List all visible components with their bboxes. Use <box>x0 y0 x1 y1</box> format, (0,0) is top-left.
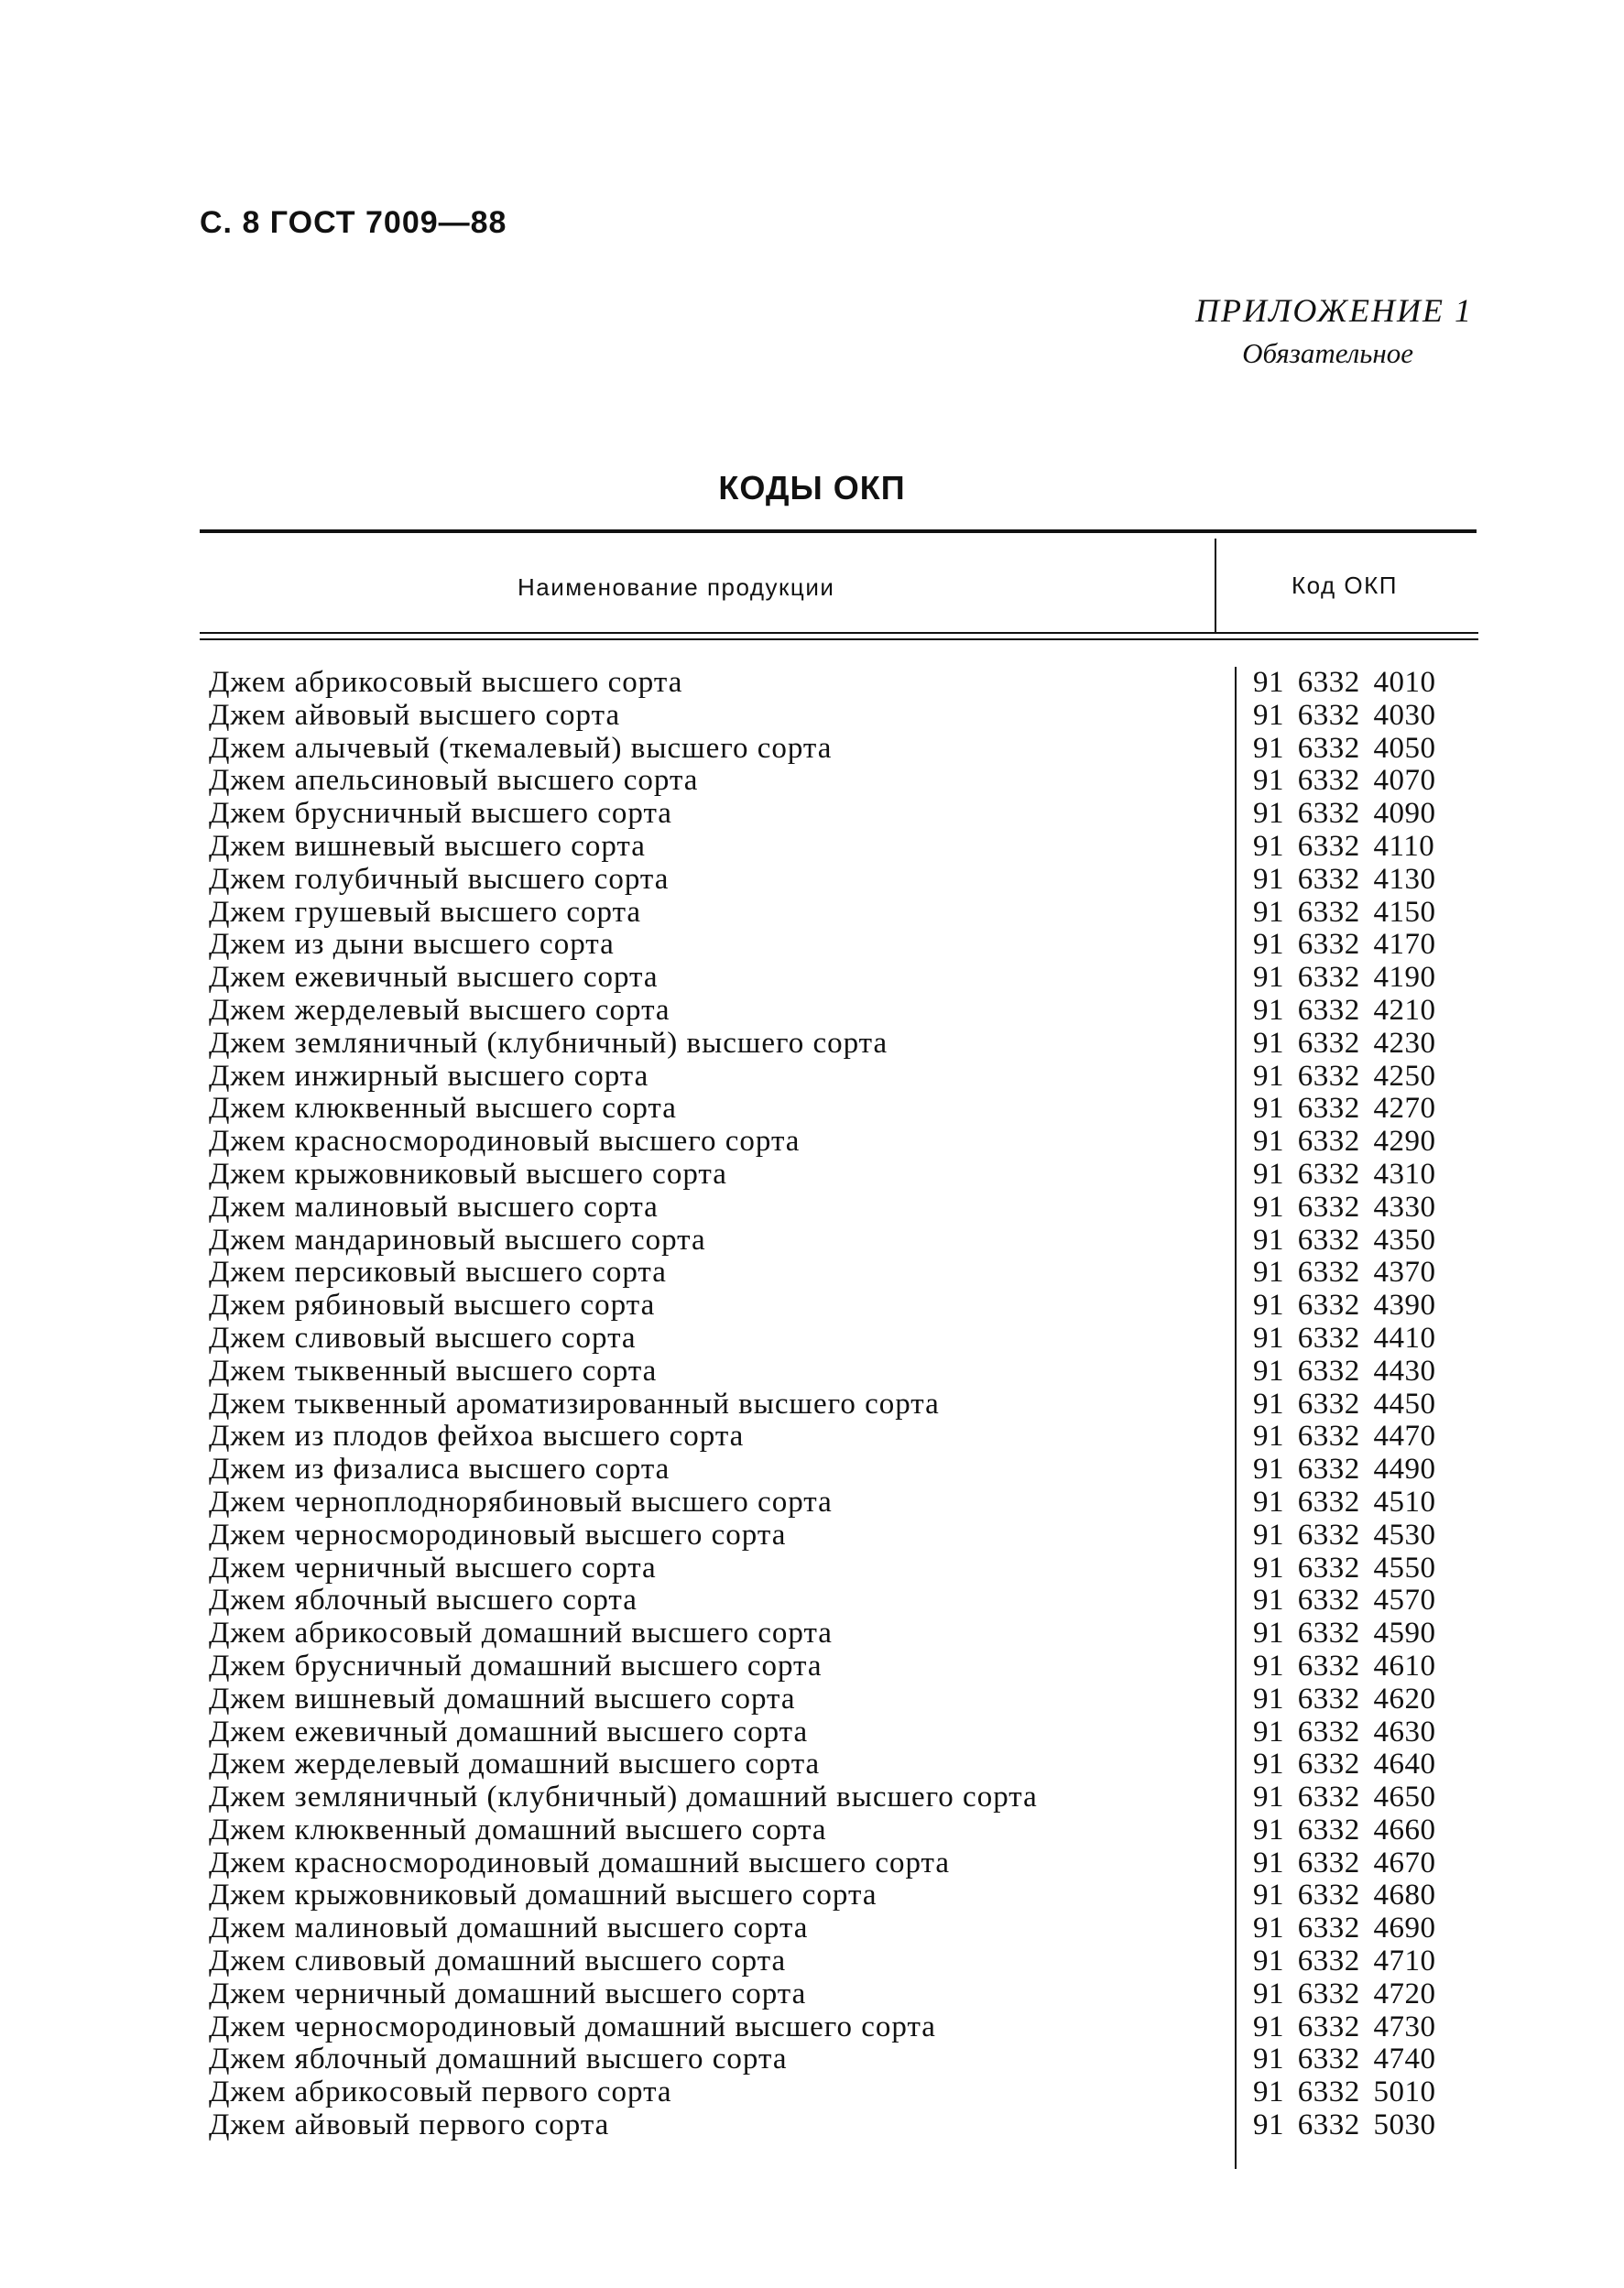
product-name: Джем яблочный домашний высшего сорта <box>209 2043 788 2076</box>
okp-code: 91 6332 4720 <box>1253 1977 1436 2010</box>
table-row <box>209 1389 1491 1422</box>
product-name: Джем голубичный высшего сорта <box>209 862 670 896</box>
table-row <box>209 1879 1491 1912</box>
okp-code: 91 6332 4670 <box>1253 1846 1436 1879</box>
table-row <box>209 2011 1491 2044</box>
okp-code: 91 6332 4190 <box>1253 961 1436 995</box>
table-row <box>209 1847 1491 1880</box>
table-row <box>209 1814 1491 1847</box>
product-name: Джем черноплоднорябиновый высшего сорта <box>209 1485 833 1519</box>
okp-code: 91 6332 4290 <box>1253 1125 1436 1159</box>
table-row <box>209 1454 1491 1487</box>
table-row <box>209 1093 1491 1126</box>
table-row <box>209 1159 1491 1192</box>
product-name: Джем абрикосовый домашний высшего сорта <box>209 1617 833 1651</box>
product-name: Джем крыжовниковый высшего сорта <box>209 1157 727 1191</box>
product-name: Джем земляничный (клубничный) домашний высшего сорта <box>209 1781 1038 1814</box>
table-row <box>209 864 1491 897</box>
product-name: Джем ежевичный домашний высшего сорта <box>209 1715 809 1749</box>
table-top-rule <box>200 529 1477 533</box>
product-name: Джем черничный домашний высшего сорта <box>209 1977 807 2010</box>
okp-code: 91 6332 4590 <box>1253 1617 1436 1651</box>
table-row <box>209 1028 1491 1061</box>
okp-code: 91 6332 4650 <box>1253 1781 1436 1814</box>
appendix-title: ПРИЛОЖЕНИЕ 1 <box>1195 292 1473 329</box>
okp-code: 91 6332 4430 <box>1253 1354 1436 1388</box>
product-name: Джем брусничный домашний высшего сорта <box>209 1649 823 1683</box>
table-row <box>209 1192 1491 1225</box>
appendix-subtitle: Обязательное <box>1242 337 1413 369</box>
product-name: Джем красносмородиновый домашний высшего сорта <box>209 1846 951 1879</box>
product-name: Джем вишневый высшего сорта <box>209 829 646 863</box>
okp-code: 91 6332 5030 <box>1253 2108 1436 2142</box>
okp-code: 91 6332 4050 <box>1253 731 1436 765</box>
product-name: Джем жерделевый высшего сорта <box>209 993 670 1027</box>
okp-code: 91 6332 4270 <box>1253 1092 1436 1126</box>
okp-code: 91 6332 4510 <box>1253 1485 1436 1519</box>
appendix-label <box>1195 291 1473 370</box>
okp-code: 91 6332 4610 <box>1253 1649 1436 1683</box>
table-row <box>209 700 1491 733</box>
table-row <box>209 1781 1491 1814</box>
okp-code: 91 6332 4130 <box>1253 862 1436 896</box>
table-row <box>209 1520 1491 1553</box>
column-header-name: Наименование продукции <box>518 573 835 601</box>
okp-code: 91 6332 4620 <box>1253 1682 1436 1716</box>
column-header-code: Код ОКП <box>1292 572 1398 599</box>
product-name: Джем черносмородиновый высшего сорта <box>209 1518 787 1552</box>
table-row <box>209 995 1491 1028</box>
product-name: Джем малиновый домашний высшего сорта <box>209 1912 809 1945</box>
table-row <box>209 897 1491 930</box>
table-row <box>209 1585 1491 1618</box>
table-row <box>209 962 1491 995</box>
product-name: Джем сливовый домашний высшего сорта <box>209 1945 787 1978</box>
okp-code: 91 6332 4550 <box>1253 1551 1436 1585</box>
table-row <box>209 2043 1491 2076</box>
product-name: Джем тыквенный ароматизированный высшего сорта <box>209 1387 940 1421</box>
table-row <box>209 1421 1491 1454</box>
table-row <box>209 667 1491 700</box>
okp-code: 91 6332 4450 <box>1253 1387 1436 1421</box>
okp-code: 91 6332 4680 <box>1253 1879 1436 1912</box>
okp-code: 91 6332 5010 <box>1253 2076 1436 2109</box>
product-name: Джем из дыни высшего сорта <box>209 928 615 962</box>
product-name: Джем из физалиса высшего сорта <box>209 1453 670 1487</box>
okp-code: 91 6332 4660 <box>1253 1813 1436 1847</box>
table-row <box>209 1912 1491 1945</box>
table-row <box>209 1945 1491 1978</box>
okp-code: 91 6332 4030 <box>1253 698 1436 732</box>
table-row <box>209 929 1491 962</box>
document-title: КОДЫ ОКП <box>718 469 906 507</box>
okp-code: 91 6332 4410 <box>1253 1321 1436 1355</box>
okp-code: 91 6332 4630 <box>1253 1715 1436 1749</box>
product-name: Джем вишневый домашний высшего сорта <box>209 1682 796 1716</box>
product-name: Джем алычевый (ткемалевый) высшего сорта <box>209 731 833 765</box>
product-name: Джем айвовый первого сорта <box>209 2108 610 2142</box>
product-name: Джем мандариновый высшего сорта <box>209 1223 706 1257</box>
product-name: Джем крыжовниковый домашний высшего сорта <box>209 1879 877 1912</box>
table-row <box>209 1716 1491 1749</box>
okp-code: 91 6332 4070 <box>1253 764 1436 798</box>
product-name: Джем яблочный высшего сорта <box>209 1584 638 1618</box>
table-row <box>209 1290 1491 1323</box>
table-row <box>209 1978 1491 2011</box>
okp-code: 91 6332 4730 <box>1253 2010 1436 2043</box>
product-name: Джем черничный высшего сорта <box>209 1551 657 1585</box>
product-name: Джем черносмородиновый домашний высшего сорта <box>209 2010 936 2043</box>
okp-code: 91 6332 4390 <box>1253 1289 1436 1323</box>
okp-code: 91 6332 4350 <box>1253 1223 1436 1257</box>
okp-code: 91 6332 4690 <box>1253 1912 1436 1945</box>
okp-code: 91 6332 4470 <box>1253 1420 1436 1454</box>
table-row <box>209 1749 1491 1781</box>
table-row <box>209 733 1491 766</box>
product-name: Джем брусничный высшего сорта <box>209 797 672 831</box>
product-name: Джем земляничный (клубничный) высшего сорта <box>209 1026 888 1060</box>
table-row <box>209 765 1491 798</box>
table-row <box>209 2109 1491 2142</box>
table-row <box>209 1225 1491 1258</box>
okp-code: 91 6332 4640 <box>1253 1748 1436 1781</box>
product-name: Джем красносмородиновый высшего сорта <box>209 1125 801 1159</box>
product-name: Джем апельсиновый высшего сорта <box>209 764 699 798</box>
table-row <box>209 1323 1491 1356</box>
okp-code: 91 6332 4150 <box>1253 895 1436 929</box>
okp-code: 91 6332 4370 <box>1253 1256 1436 1290</box>
product-name: Джем тыквенный высшего сорта <box>209 1354 658 1388</box>
product-name: Джем клюквенный высшего сорта <box>209 1092 677 1126</box>
product-name: Джем абрикосовый первого сорта <box>209 2076 672 2109</box>
product-name: Джем ежевичный высшего сорта <box>209 961 659 995</box>
table-row <box>209 831 1491 864</box>
header-double-rule-bottom <box>200 638 1478 640</box>
product-name: Джем грушевый высшего сорта <box>209 895 642 929</box>
table-row <box>209 1683 1491 1716</box>
okp-code: 91 6332 4090 <box>1253 797 1436 831</box>
table-row <box>209 1356 1491 1389</box>
table-row <box>209 1126 1491 1159</box>
product-name: Джем клюквенный домашний высшего сорта <box>209 1813 827 1847</box>
product-name: Джем из плодов фейхоа высшего сорта <box>209 1420 745 1454</box>
table-row <box>209 1618 1491 1651</box>
product-name: Джем персиковый высшего сорта <box>209 1256 667 1290</box>
product-name: Джем инжирный высшего сорта <box>209 1059 649 1093</box>
okp-code: 91 6332 4570 <box>1253 1584 1436 1618</box>
okp-code: 91 6332 4010 <box>1253 666 1436 699</box>
product-name: Джем сливовый высшего сорта <box>209 1321 637 1355</box>
column-divider-header <box>1215 539 1216 632</box>
table-row <box>209 798 1491 831</box>
product-name: Джем айвовый высшего сорта <box>209 698 621 732</box>
okp-code: 91 6332 4740 <box>1253 2043 1436 2076</box>
table-row <box>209 1487 1491 1520</box>
table-row <box>209 1061 1491 1094</box>
okp-code: 91 6332 4110 <box>1253 829 1435 863</box>
product-name: Джем рябиновый высшего сорта <box>209 1289 656 1323</box>
table-body <box>209 667 1491 2142</box>
okp-code: 91 6332 4490 <box>1253 1453 1436 1487</box>
page-header-reference: С. 8 ГОСТ 7009—88 <box>200 205 507 240</box>
table-row <box>209 2076 1491 2109</box>
okp-code: 91 6332 4310 <box>1253 1157 1436 1191</box>
table-row <box>209 1257 1491 1290</box>
product-name: Джем жерделевый домашний высшего сорта <box>209 1748 821 1781</box>
okp-code: 91 6332 4170 <box>1253 928 1436 962</box>
okp-code: 91 6332 4530 <box>1253 1518 1436 1552</box>
okp-code: 91 6332 4710 <box>1253 1945 1436 1978</box>
okp-code: 91 6332 4330 <box>1253 1190 1436 1224</box>
okp-code: 91 6332 4230 <box>1253 1026 1436 1060</box>
product-name: Джем малиновый высшего сорта <box>209 1190 659 1224</box>
okp-code: 91 6332 4210 <box>1253 993 1436 1027</box>
okp-code: 91 6332 4250 <box>1253 1059 1436 1093</box>
header-double-rule-top <box>200 632 1478 634</box>
table-row <box>209 1553 1491 1585</box>
table-row <box>209 1651 1491 1683</box>
product-name: Джем абрикосовый высшего сорта <box>209 666 683 699</box>
